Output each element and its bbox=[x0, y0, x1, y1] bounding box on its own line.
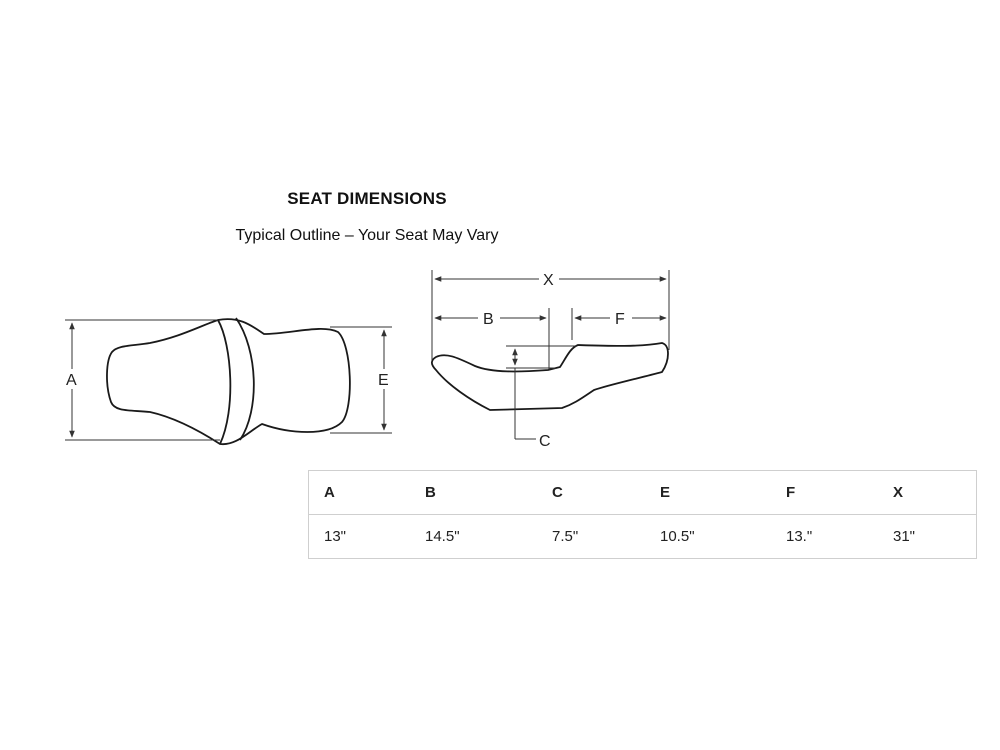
header-x: X bbox=[878, 471, 977, 515]
table-row bbox=[309, 515, 977, 559]
seat-side-view bbox=[432, 343, 668, 410]
dimension-a bbox=[65, 320, 220, 440]
value-c: 7.5" bbox=[537, 515, 645, 559]
label-x: X bbox=[543, 272, 554, 289]
header-a: A bbox=[309, 471, 411, 515]
label-c: C bbox=[539, 433, 551, 450]
value-a: 13" bbox=[309, 515, 411, 559]
value-e: 10.5" bbox=[645, 515, 771, 559]
dimension-c bbox=[506, 346, 576, 439]
seat-panel-line-front bbox=[218, 320, 230, 444]
page-title: SEAT DIMENSIONS bbox=[287, 189, 447, 208]
value-b: 14.5" bbox=[410, 515, 537, 559]
header-c: C bbox=[537, 471, 645, 515]
header-b: B bbox=[410, 471, 537, 515]
label-e: E bbox=[378, 372, 389, 389]
table-header-row bbox=[309, 471, 977, 515]
value-x: 31" bbox=[878, 515, 977, 559]
label-b: B bbox=[483, 311, 494, 328]
label-f: F bbox=[615, 311, 625, 328]
dimensions-table bbox=[308, 470, 977, 559]
header-e: E bbox=[645, 471, 771, 515]
label-a: A bbox=[66, 372, 77, 389]
seat-panel-line-rear bbox=[236, 318, 254, 440]
seat-top-outline bbox=[107, 319, 350, 444]
value-f: 13." bbox=[771, 515, 878, 559]
seat-side-outline bbox=[432, 343, 668, 410]
seat-top-view bbox=[107, 318, 350, 444]
page-subtitle: Typical Outline – Your Seat May Vary bbox=[235, 227, 499, 244]
header-f: F bbox=[771, 471, 878, 515]
